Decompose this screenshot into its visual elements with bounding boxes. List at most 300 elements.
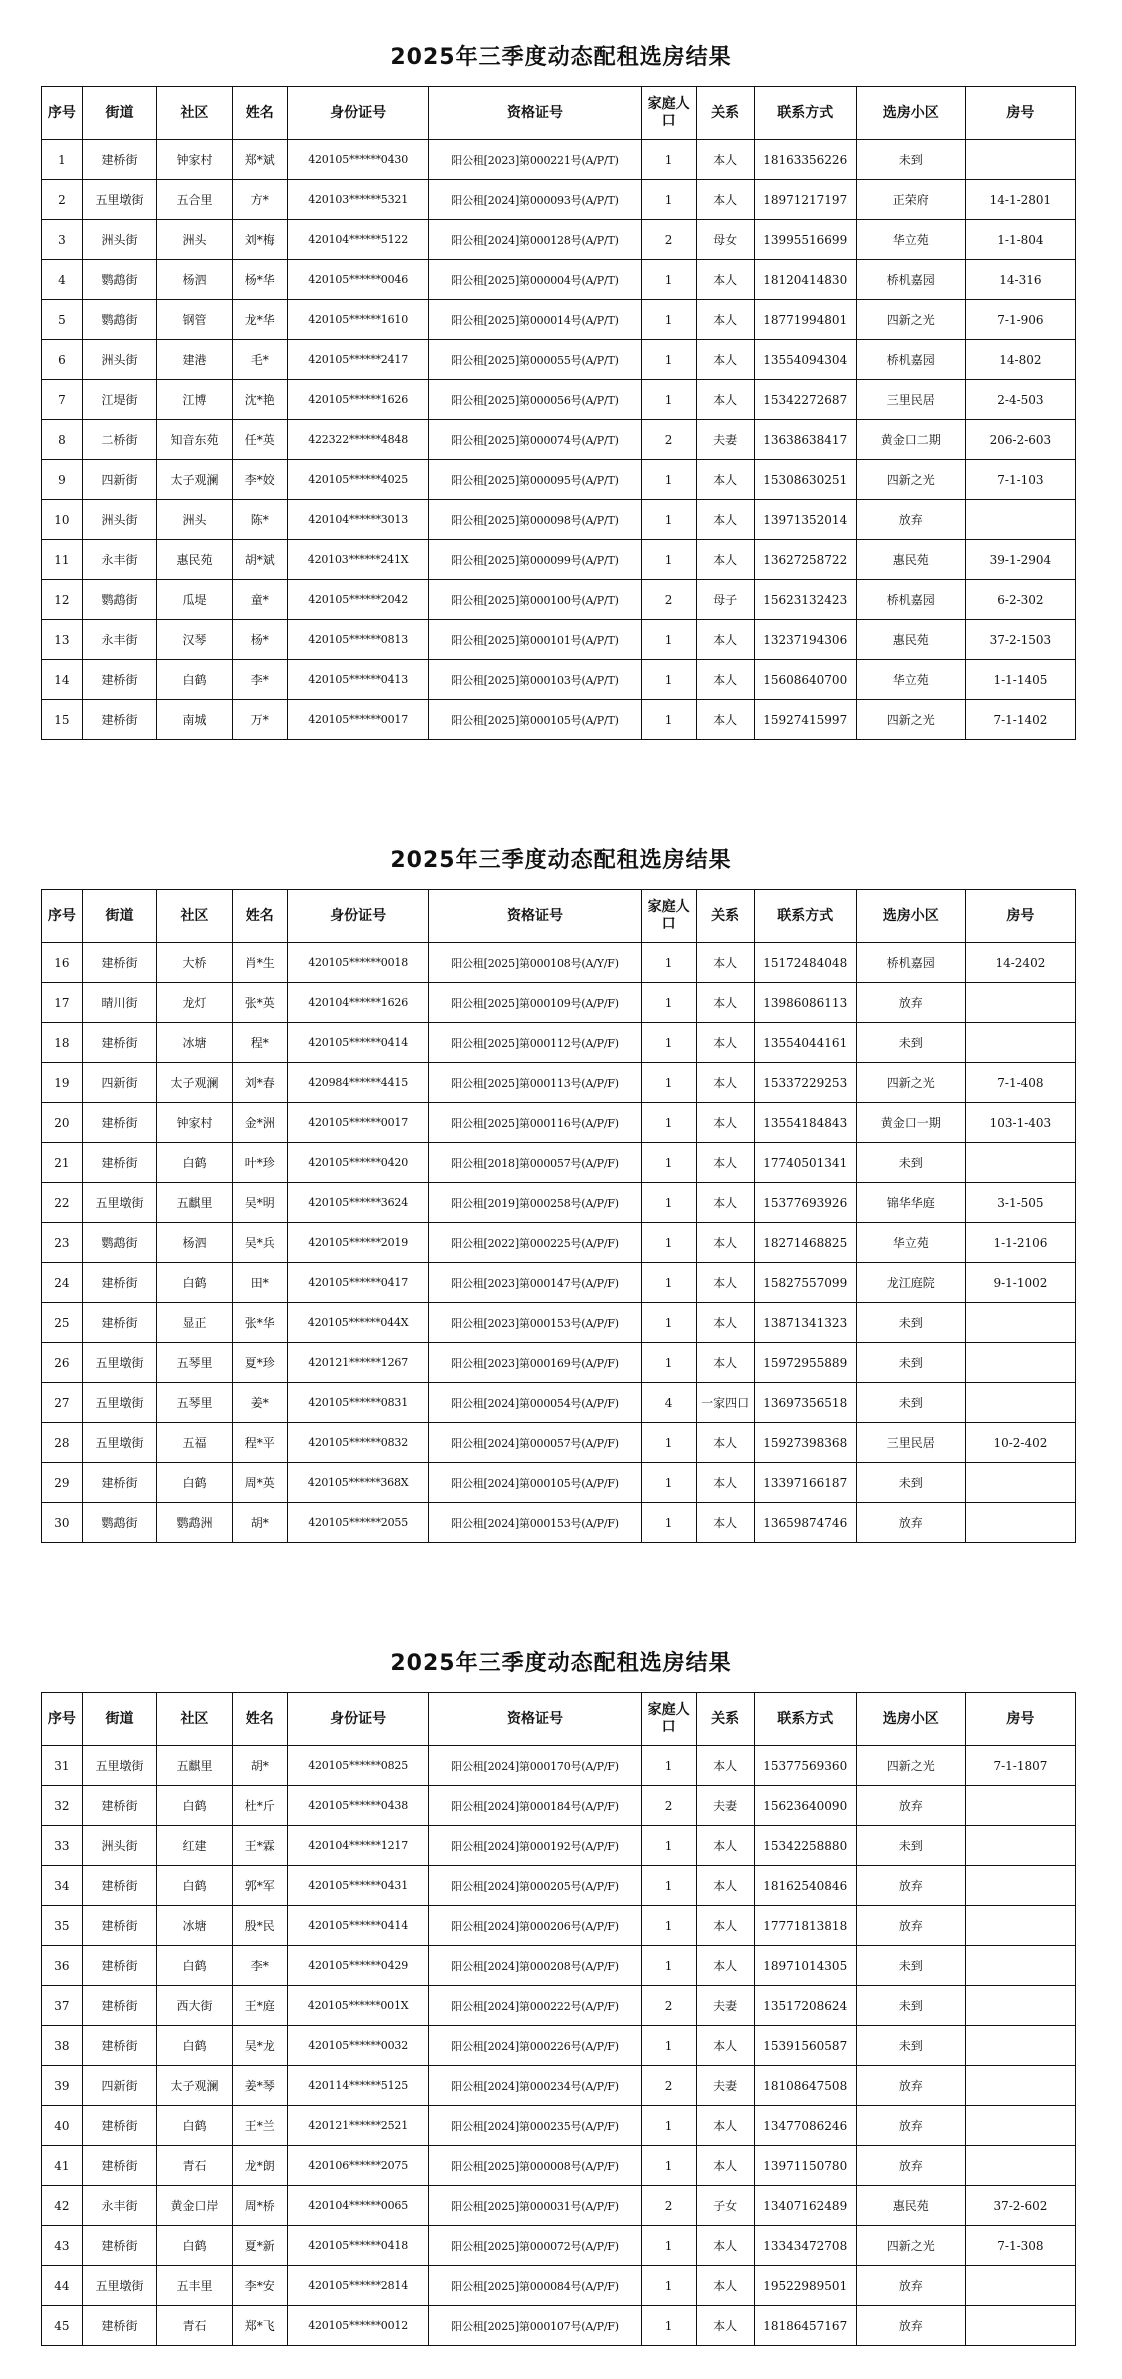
phone-cell: 17740501341 [754,1143,856,1183]
table-row [42,1906,1076,1946]
id-number-cell: 420105******0414 [287,1906,429,1946]
phone-cell: 13517208624 [754,1986,856,2026]
room-cell: 10-2-402 [965,1423,1075,1463]
qualification-cell: 阳公租[2023]第000153号(A/P/F) [429,1303,641,1343]
name-cell: 吴*兵 [232,1223,287,1263]
street-cell: 建桥街 [82,1786,156,1826]
seq-cell: 28 [42,1423,83,1463]
community-cell: 西大街 [157,1986,232,2026]
seq-cell: 25 [42,1303,83,1343]
estate-cell: 四新之光 [856,700,965,740]
name-cell: 杨*华 [232,260,287,300]
street-cell: 建桥街 [82,660,156,700]
table-row [42,2066,1076,2106]
table-row [42,983,1076,1023]
table-row [42,1343,1076,1383]
phone-cell: 15391560587 [754,2026,856,2066]
community-cell: 红建 [157,1826,232,1866]
name-cell: 夏*珍 [232,1343,287,1383]
id-number-cell: 420105******1610 [287,300,429,340]
seq-cell: 12 [42,580,83,620]
relation-cell: 本人 [696,1263,754,1303]
name-cell: 郑*斌 [232,140,287,180]
room-cell: 1-1-804 [965,220,1075,260]
estate-cell: 惠民苑 [856,2186,965,2226]
name-cell: 杨* [232,620,287,660]
table-row [42,1423,1076,1463]
family-size-cell: 1 [641,380,696,420]
street-cell: 永丰街 [82,620,156,660]
phone-cell: 15342258880 [754,1826,856,1866]
family-size-cell: 1 [641,2026,696,2066]
table-row [42,1263,1076,1303]
table-row [42,660,1076,700]
phone-cell: 13343472708 [754,2226,856,2266]
name-cell: 杜*斤 [232,1786,287,1826]
family-size-cell: 4 [641,1383,696,1423]
id-number-cell: 420104******1217 [287,1826,429,1866]
room-cell: 2-4-503 [965,380,1075,420]
family-size-cell: 1 [641,1906,696,1946]
name-cell: 郑*飞 [232,2306,287,2346]
room-cell: 7-1-408 [965,1063,1075,1103]
id-number-cell: 420103******5321 [287,180,429,220]
room-cell: 14-1-2801 [965,180,1075,220]
street-cell: 四新街 [82,2066,156,2106]
id-number-cell: 420105******1626 [287,380,429,420]
street-cell: 建桥街 [82,140,156,180]
qualification-cell: 阳公租[2024]第000208号(A/P/F) [429,1946,641,1986]
street-cell: 建桥街 [82,2226,156,2266]
seq-cell: 16 [42,943,83,983]
relation-cell: 本人 [696,1503,754,1543]
id-number-cell: 420105******2055 [287,1503,429,1543]
street-cell: 鹦鹉街 [82,260,156,300]
name-cell: 吴*明 [232,1183,287,1223]
room-cell: 39-1-2904 [965,540,1075,580]
room-cell: 9-1-1002 [965,1263,1075,1303]
room-cell [965,2146,1075,2186]
estate-cell: 四新之光 [856,1063,965,1103]
name-cell: 李* [232,660,287,700]
family-size-cell: 1 [641,1223,696,1263]
name-cell: 刘*春 [232,1063,287,1103]
room-header: 房号 [965,1693,1075,1746]
relation-cell: 本人 [696,1343,754,1383]
qualification-cell: 阳公租[2025]第000095号(A/P/T) [429,460,641,500]
street-cell: 五里墩街 [82,1183,156,1223]
street-cell: 鹦鹉街 [82,300,156,340]
family-size-cell: 1 [641,1343,696,1383]
community-cell: 白鹤 [157,1866,232,1906]
phone-cell: 13477086246 [754,2106,856,2146]
community-cell: 知音东苑 [157,420,232,460]
room-cell: 14-316 [965,260,1075,300]
phone-cell: 15308630251 [754,460,856,500]
qualification-cell: 阳公租[2024]第000235号(A/P/F) [429,2106,641,2146]
phone-cell: 13554094304 [754,340,856,380]
seq-cell: 11 [42,540,83,580]
relation-cell: 本人 [696,1063,754,1103]
table-row [42,580,1076,620]
table-row [42,1183,1076,1223]
estate-cell: 放弃 [856,1503,965,1543]
family-size-cell: 1 [641,260,696,300]
estate-cell: 华立苑 [856,1223,965,1263]
phone-cell: 15608640700 [754,660,856,700]
seq-cell: 13 [42,620,83,660]
id-number-cell: 420105******0420 [287,1143,429,1183]
qualification-cell: 阳公租[2025]第000084号(A/P/F) [429,2266,641,2306]
room-cell: 7-1-1402 [965,700,1075,740]
qualification-cell: 阳公租[2023]第000169号(A/P/F) [429,1343,641,1383]
community-cell: 冰塘 [157,1906,232,1946]
id-number-cell: 420121******2521 [287,2106,429,2146]
phone-cell: 13638638417 [754,420,856,460]
seq-cell: 44 [42,2266,83,2306]
phone-cell: 13871341323 [754,1303,856,1343]
table-row [42,1986,1076,2026]
table-row [42,2306,1076,2346]
id-number-cell: 420105******4025 [287,460,429,500]
table-row [42,340,1076,380]
qualification-cell: 阳公租[2018]第000057号(A/P/F) [429,1143,641,1183]
estate-cell: 桥机嘉园 [856,340,965,380]
phone-cell: 15827557099 [754,1263,856,1303]
table-row [42,140,1076,180]
table-row [42,380,1076,420]
estate-cell: 黄金口一期 [856,1103,965,1143]
estate-cell: 放弃 [856,2066,965,2106]
street-cell: 建桥街 [82,1143,156,1183]
relation-cell: 本人 [696,2306,754,2346]
relation-cell: 本人 [696,620,754,660]
name-cell: 姜*琴 [232,2066,287,2106]
phone-cell: 15927415997 [754,700,856,740]
name-cell: 毛* [232,340,287,380]
qualification-cell: 阳公租[2025]第000008号(A/P/F) [429,2146,641,2186]
street-cell: 建桥街 [82,2146,156,2186]
header-row [42,890,1076,943]
header-row [42,1693,1076,1746]
community-cell: 五合里 [157,180,232,220]
relation-cell: 本人 [696,340,754,380]
qualification-cell: 阳公租[2024]第000057号(A/P/F) [429,1423,641,1463]
room-cell [965,1503,1075,1543]
name-cell: 姜* [232,1383,287,1423]
name-cell: 沈*艳 [232,380,287,420]
name-cell: 王*庭 [232,1986,287,2026]
id-number-header: 身份证号 [287,890,429,943]
community-cell: 青石 [157,2146,232,2186]
relation-cell: 本人 [696,1023,754,1063]
qualification-header: 资格证号 [429,1693,641,1746]
family-size-cell: 1 [641,500,696,540]
seq-cell: 15 [42,700,83,740]
name-cell: 金*洲 [232,1103,287,1143]
community-cell: 白鹤 [157,1786,232,1826]
id-number-cell: 422322******4848 [287,420,429,460]
room-cell: 6-2-302 [965,580,1075,620]
id-number-cell: 420104******3013 [287,500,429,540]
seq-cell: 22 [42,1183,83,1223]
table-row [42,1063,1076,1103]
seq-cell: 45 [42,2306,83,2346]
phone-cell: 13995516699 [754,220,856,260]
family-size-cell: 1 [641,460,696,500]
seq-cell: 40 [42,2106,83,2146]
estate-cell: 放弃 [856,2146,965,2186]
relation-cell: 本人 [696,1946,754,1986]
name-cell: 龙*朗 [232,2146,287,2186]
community-cell: 白鹤 [157,660,232,700]
street-cell: 建桥街 [82,1866,156,1906]
qualification-cell: 阳公租[2024]第000222号(A/P/F) [429,1986,641,2026]
relation-cell: 本人 [696,2226,754,2266]
name-cell: 张*华 [232,1303,287,1343]
room-cell: 3-1-505 [965,1183,1075,1223]
family-size-cell: 2 [641,220,696,260]
seq-cell: 7 [42,380,83,420]
family-size-cell: 2 [641,2066,696,2106]
room-cell: 14-802 [965,340,1075,380]
name-cell: 陈* [232,500,287,540]
relation-header: 关系 [696,1693,754,1746]
street-cell: 建桥街 [82,1906,156,1946]
id-number-cell: 420105******0017 [287,1103,429,1143]
table-row [42,420,1076,460]
table-row [42,1826,1076,1866]
seq-cell: 41 [42,2146,83,2186]
relation-cell: 本人 [696,1463,754,1503]
id-number-cell: 420104******5122 [287,220,429,260]
name-cell: 胡* [232,1503,287,1543]
id-number-cell: 420105******0429 [287,1946,429,1986]
family-size-cell: 2 [641,420,696,460]
seq-cell: 9 [42,460,83,500]
estate-cell: 桥机嘉园 [856,943,965,983]
family-size-cell: 1 [641,2106,696,2146]
family-size-cell: 1 [641,340,696,380]
seq-cell: 30 [42,1503,83,1543]
id-number-cell: 420105******2042 [287,580,429,620]
seq-cell: 39 [42,2066,83,2106]
relation-cell: 本人 [696,1183,754,1223]
room-cell [965,1383,1075,1423]
relation-cell: 一家四口 [696,1383,754,1423]
street-cell: 二桥街 [82,420,156,460]
qualification-cell: 阳公租[2025]第000055号(A/P/T) [429,340,641,380]
relation-cell: 本人 [696,300,754,340]
phone-cell: 13971150780 [754,2146,856,2186]
relation-cell: 本人 [696,140,754,180]
family-size-cell: 1 [641,1263,696,1303]
room-cell: 7-1-103 [965,460,1075,500]
id-number-cell: 420105******001X [287,1986,429,2026]
qualification-cell: 阳公租[2023]第000147号(A/P/F) [429,1263,641,1303]
name-cell: 郭*军 [232,1866,287,1906]
name-cell: 王*兰 [232,2106,287,2146]
name-cell: 程*平 [232,1423,287,1463]
estate-cell: 放弃 [856,2106,965,2146]
room-cell [965,1906,1075,1946]
estate-cell: 桥机嘉园 [856,580,965,620]
page-3-title: 2025年三季度动态配租选房结果 [390,1651,732,1676]
family-size-cell: 1 [641,660,696,700]
family-size-cell: 1 [641,1423,696,1463]
street-cell: 建桥街 [82,2306,156,2346]
relation-cell: 本人 [696,700,754,740]
name-cell: 张*英 [232,983,287,1023]
street-cell: 鹦鹉街 [82,580,156,620]
family-size-cell: 1 [641,1143,696,1183]
relation-cell: 本人 [696,983,754,1023]
id-number-cell: 420105******0431 [287,1866,429,1906]
community-cell: 黄金口岸 [157,2186,232,2226]
phone-cell: 18162540846 [754,1866,856,1906]
room-cell [965,983,1075,1023]
seq-cell: 37 [42,1986,83,2026]
phone-cell: 15927398368 [754,1423,856,1463]
qualification-cell: 阳公租[2025]第000004号(A/P/T) [429,260,641,300]
id-number-cell: 420103******241X [287,540,429,580]
estate-cell: 放弃 [856,1786,965,1826]
room-cell [965,1826,1075,1866]
qualification-cell: 阳公租[2025]第000105号(A/P/T) [429,700,641,740]
name-header: 姓名 [232,890,287,943]
estate-cell: 三里民居 [856,380,965,420]
relation-cell: 夫妻 [696,420,754,460]
room-cell [965,2026,1075,2066]
community-cell: 冰塘 [157,1023,232,1063]
community-cell: 五麒里 [157,1183,232,1223]
street-cell: 晴川街 [82,983,156,1023]
seq-cell: 10 [42,500,83,540]
id-number-cell: 420984******4415 [287,1063,429,1103]
street-cell: 四新街 [82,1063,156,1103]
qualification-cell: 阳公租[2024]第000170号(A/P/F) [429,1746,641,1786]
name-cell: 李* [232,1946,287,1986]
id-number-cell: 420105******0417 [287,1263,429,1303]
name-header: 姓名 [232,1693,287,1746]
name-cell: 肖*生 [232,943,287,983]
name-cell: 殷*民 [232,1906,287,1946]
phone-cell: 13407162489 [754,2186,856,2226]
seq-cell: 18 [42,1023,83,1063]
table-row [42,2266,1076,2306]
estate-cell: 四新之光 [856,2226,965,2266]
family-size-cell: 1 [641,1746,696,1786]
seq-cell: 26 [42,1343,83,1383]
table-row [42,1866,1076,1906]
street-cell: 建桥街 [82,1463,156,1503]
id-number-cell: 420105******0430 [287,140,429,180]
community-cell: 白鹤 [157,1463,232,1503]
relation-cell: 本人 [696,260,754,300]
phone-cell: 18271468825 [754,1223,856,1263]
room-cell [965,2306,1075,2346]
room-cell [965,1946,1075,1986]
seq-header: 序号 [42,890,83,943]
qualification-cell: 阳公租[2024]第000205号(A/P/F) [429,1866,641,1906]
room-cell [965,140,1075,180]
estate-cell: 未到 [856,1383,965,1423]
name-cell: 李*安 [232,2266,287,2306]
qualification-cell: 阳公租[2024]第000105号(A/P/F) [429,1463,641,1503]
table-row [42,2226,1076,2266]
street-cell: 建桥街 [82,2106,156,2146]
community-cell: 大桥 [157,943,232,983]
estate-cell: 三里民居 [856,1423,965,1463]
id-number-cell: 420106******2075 [287,2146,429,2186]
results-table-1 [41,86,1076,740]
estate-cell: 未到 [856,1343,965,1383]
relation-cell: 本人 [696,540,754,580]
street-cell: 洲头街 [82,1826,156,1866]
seq-cell: 17 [42,983,83,1023]
family-size-cell: 1 [641,2266,696,2306]
relation-cell: 本人 [696,2106,754,2146]
table-row [42,620,1076,660]
id-number-cell: 420105******368X [287,1463,429,1503]
table-row [42,1786,1076,1826]
street-cell: 建桥街 [82,700,156,740]
room-cell [965,1343,1075,1383]
room-cell [965,1303,1075,1343]
id-number-cell: 420105******0418 [287,2226,429,2266]
estate-cell: 未到 [856,140,965,180]
qualification-cell: 阳公租[2025]第000072号(A/P/F) [429,2226,641,2266]
phone-cell: 15337229253 [754,1063,856,1103]
relation-cell: 子女 [696,2186,754,2226]
room-cell [965,2266,1075,2306]
relation-header: 关系 [696,890,754,943]
room-cell: 7-1-1807 [965,1746,1075,1786]
street-cell: 建桥街 [82,943,156,983]
qualification-cell: 阳公租[2025]第000116号(A/P/F) [429,1103,641,1143]
relation-cell: 本人 [696,1906,754,1946]
qualification-cell: 阳公租[2024]第000184号(A/P/F) [429,1786,641,1826]
community-cell: 惠民苑 [157,540,232,580]
estate-cell: 放弃 [856,500,965,540]
estate-cell: 未到 [856,1303,965,1343]
seq-cell: 21 [42,1143,83,1183]
family-size-cell: 2 [641,1986,696,2026]
name-header: 姓名 [232,87,287,140]
community-cell: 杨泗 [157,260,232,300]
family-size-cell: 1 [641,2146,696,2186]
family-size-cell: 1 [641,700,696,740]
street-cell: 永丰街 [82,2186,156,2226]
qualification-cell: 阳公租[2025]第000031号(A/P/F) [429,2186,641,2226]
table-row [42,1023,1076,1063]
phone-cell: 15972955889 [754,1343,856,1383]
relation-header: 关系 [696,87,754,140]
name-cell: 龙*华 [232,300,287,340]
qualification-cell: 阳公租[2024]第000234号(A/P/F) [429,2066,641,2106]
id-number-cell: 420105******0032 [287,2026,429,2066]
street-cell: 建桥街 [82,1023,156,1063]
room-cell: 103-1-403 [965,1103,1075,1143]
community-cell: 钟家村 [157,1103,232,1143]
relation-cell: 本人 [696,943,754,983]
qualification-cell: 阳公租[2019]第000258号(A/P/F) [429,1183,641,1223]
street-cell: 建桥街 [82,1946,156,1986]
qualification-cell: 阳公租[2024]第000206号(A/P/F) [429,1906,641,1946]
seq-cell: 1 [42,140,83,180]
name-cell: 吴*龙 [232,2026,287,2066]
name-cell: 胡* [232,1746,287,1786]
